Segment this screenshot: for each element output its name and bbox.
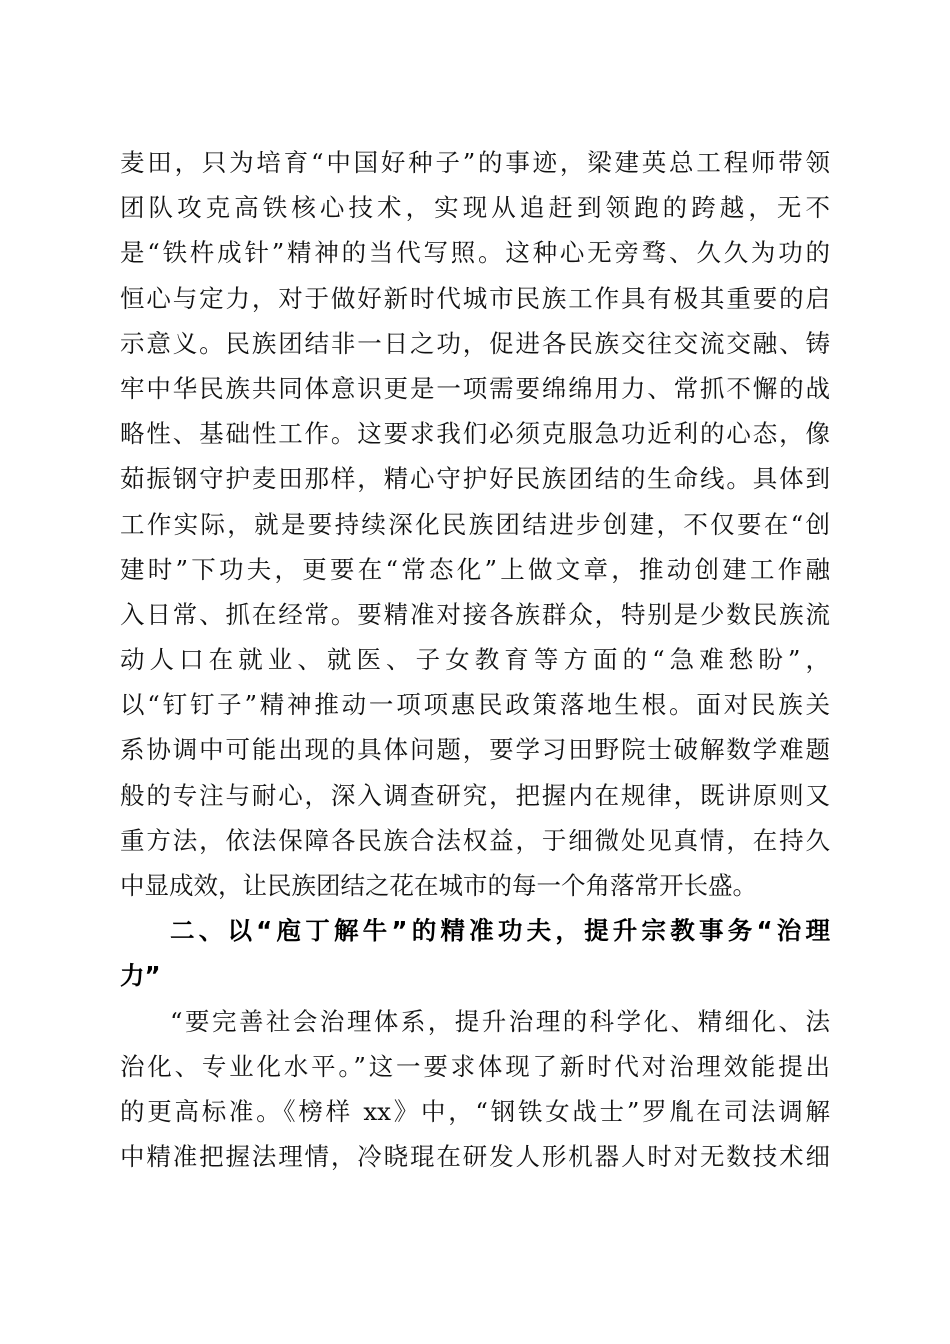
paragraph-line: 茹振钢守护麦田那样，精心守护好民族团结的生命线。具体到 — [120, 464, 830, 494]
section-heading-line: 力” — [120, 961, 161, 991]
paragraph-line: 动人口在就业、就医、子女教育等方面的“急难愁盼”， — [120, 645, 830, 675]
paragraph-line: 以“钉钉子”精神推动一项项惠民政策落地生根。面对民族关 — [120, 690, 830, 720]
section-heading — [120, 908, 830, 998]
paragraph-line: 治化、专业化水平。”这一要求体现了新时代对治理效能提出 — [120, 1051, 830, 1081]
paragraph-line: 中显成效，让民族团结之花在城市的每一个角落常开长盛。 — [120, 871, 757, 900]
paragraph-line: 示意义。民族团结非一日之功，促进各民族交往交流交融、铸 — [120, 328, 830, 358]
paragraph-line: 中精准把握法理情，冷晓琨在研发人形机器人时对无数技术细 — [120, 1142, 830, 1172]
paragraph-line: 工作实际，就是要持续深化民族团结进步创建，不仅要在“创 — [120, 509, 830, 539]
paragraph-line: 恒心与定力，对于做好新时代城市民族工作具有极其重要的启 — [120, 283, 830, 313]
paragraph-line: “要完善社会治理体系，提升治理的科学化、精细化、法 — [170, 1006, 830, 1036]
section-heading-line: 二、以“庖丁解牛”的精准功夫，提升宗教事务“治理 — [170, 916, 830, 946]
document-body — [120, 140, 830, 1179]
paragraph-line: 略性、基础性工作。这要求我们必须克服急功近利的心态，像 — [120, 419, 830, 449]
paragraph-line: 重方法，依法保障各民族合法权益，于细微处见真情，在持久 — [120, 825, 830, 855]
paragraph-line: 团队攻克高铁核心技术，实现从追赶到领跑的跨越，无不 — [120, 193, 830, 223]
paragraph-line: 的更高标准。《榜样 xx》中，“钢铁女战士”罗胤在司法调解 — [120, 1096, 830, 1126]
paragraph-line: 般的专注与耐心，深入调查研究，把握内在规律，既讲原则又 — [120, 780, 830, 810]
paragraph-line: 建时”下功夫，更要在“常态化”上做文章，推动创建工作融 — [120, 554, 830, 584]
paragraph-line: 是“铁杵成针”精神的当代写照。这种心无旁骛、久久为功的 — [120, 238, 830, 268]
paragraph-line: 牢中华民族共同体意识更是一项需要绵绵用力、常抓不懈的战 — [120, 373, 830, 403]
paragraph-line: 入日常、抓在经常。要精准对接各族群众，特别是少数民族流 — [120, 599, 830, 629]
paragraph-line: 系协调中可能出现的具体问题，要学习田野院士破解数学难题 — [120, 735, 830, 765]
paragraph-line: 麦田，只为培育“中国好种子”的事迹，梁建英总工程师带领 — [120, 148, 830, 177]
